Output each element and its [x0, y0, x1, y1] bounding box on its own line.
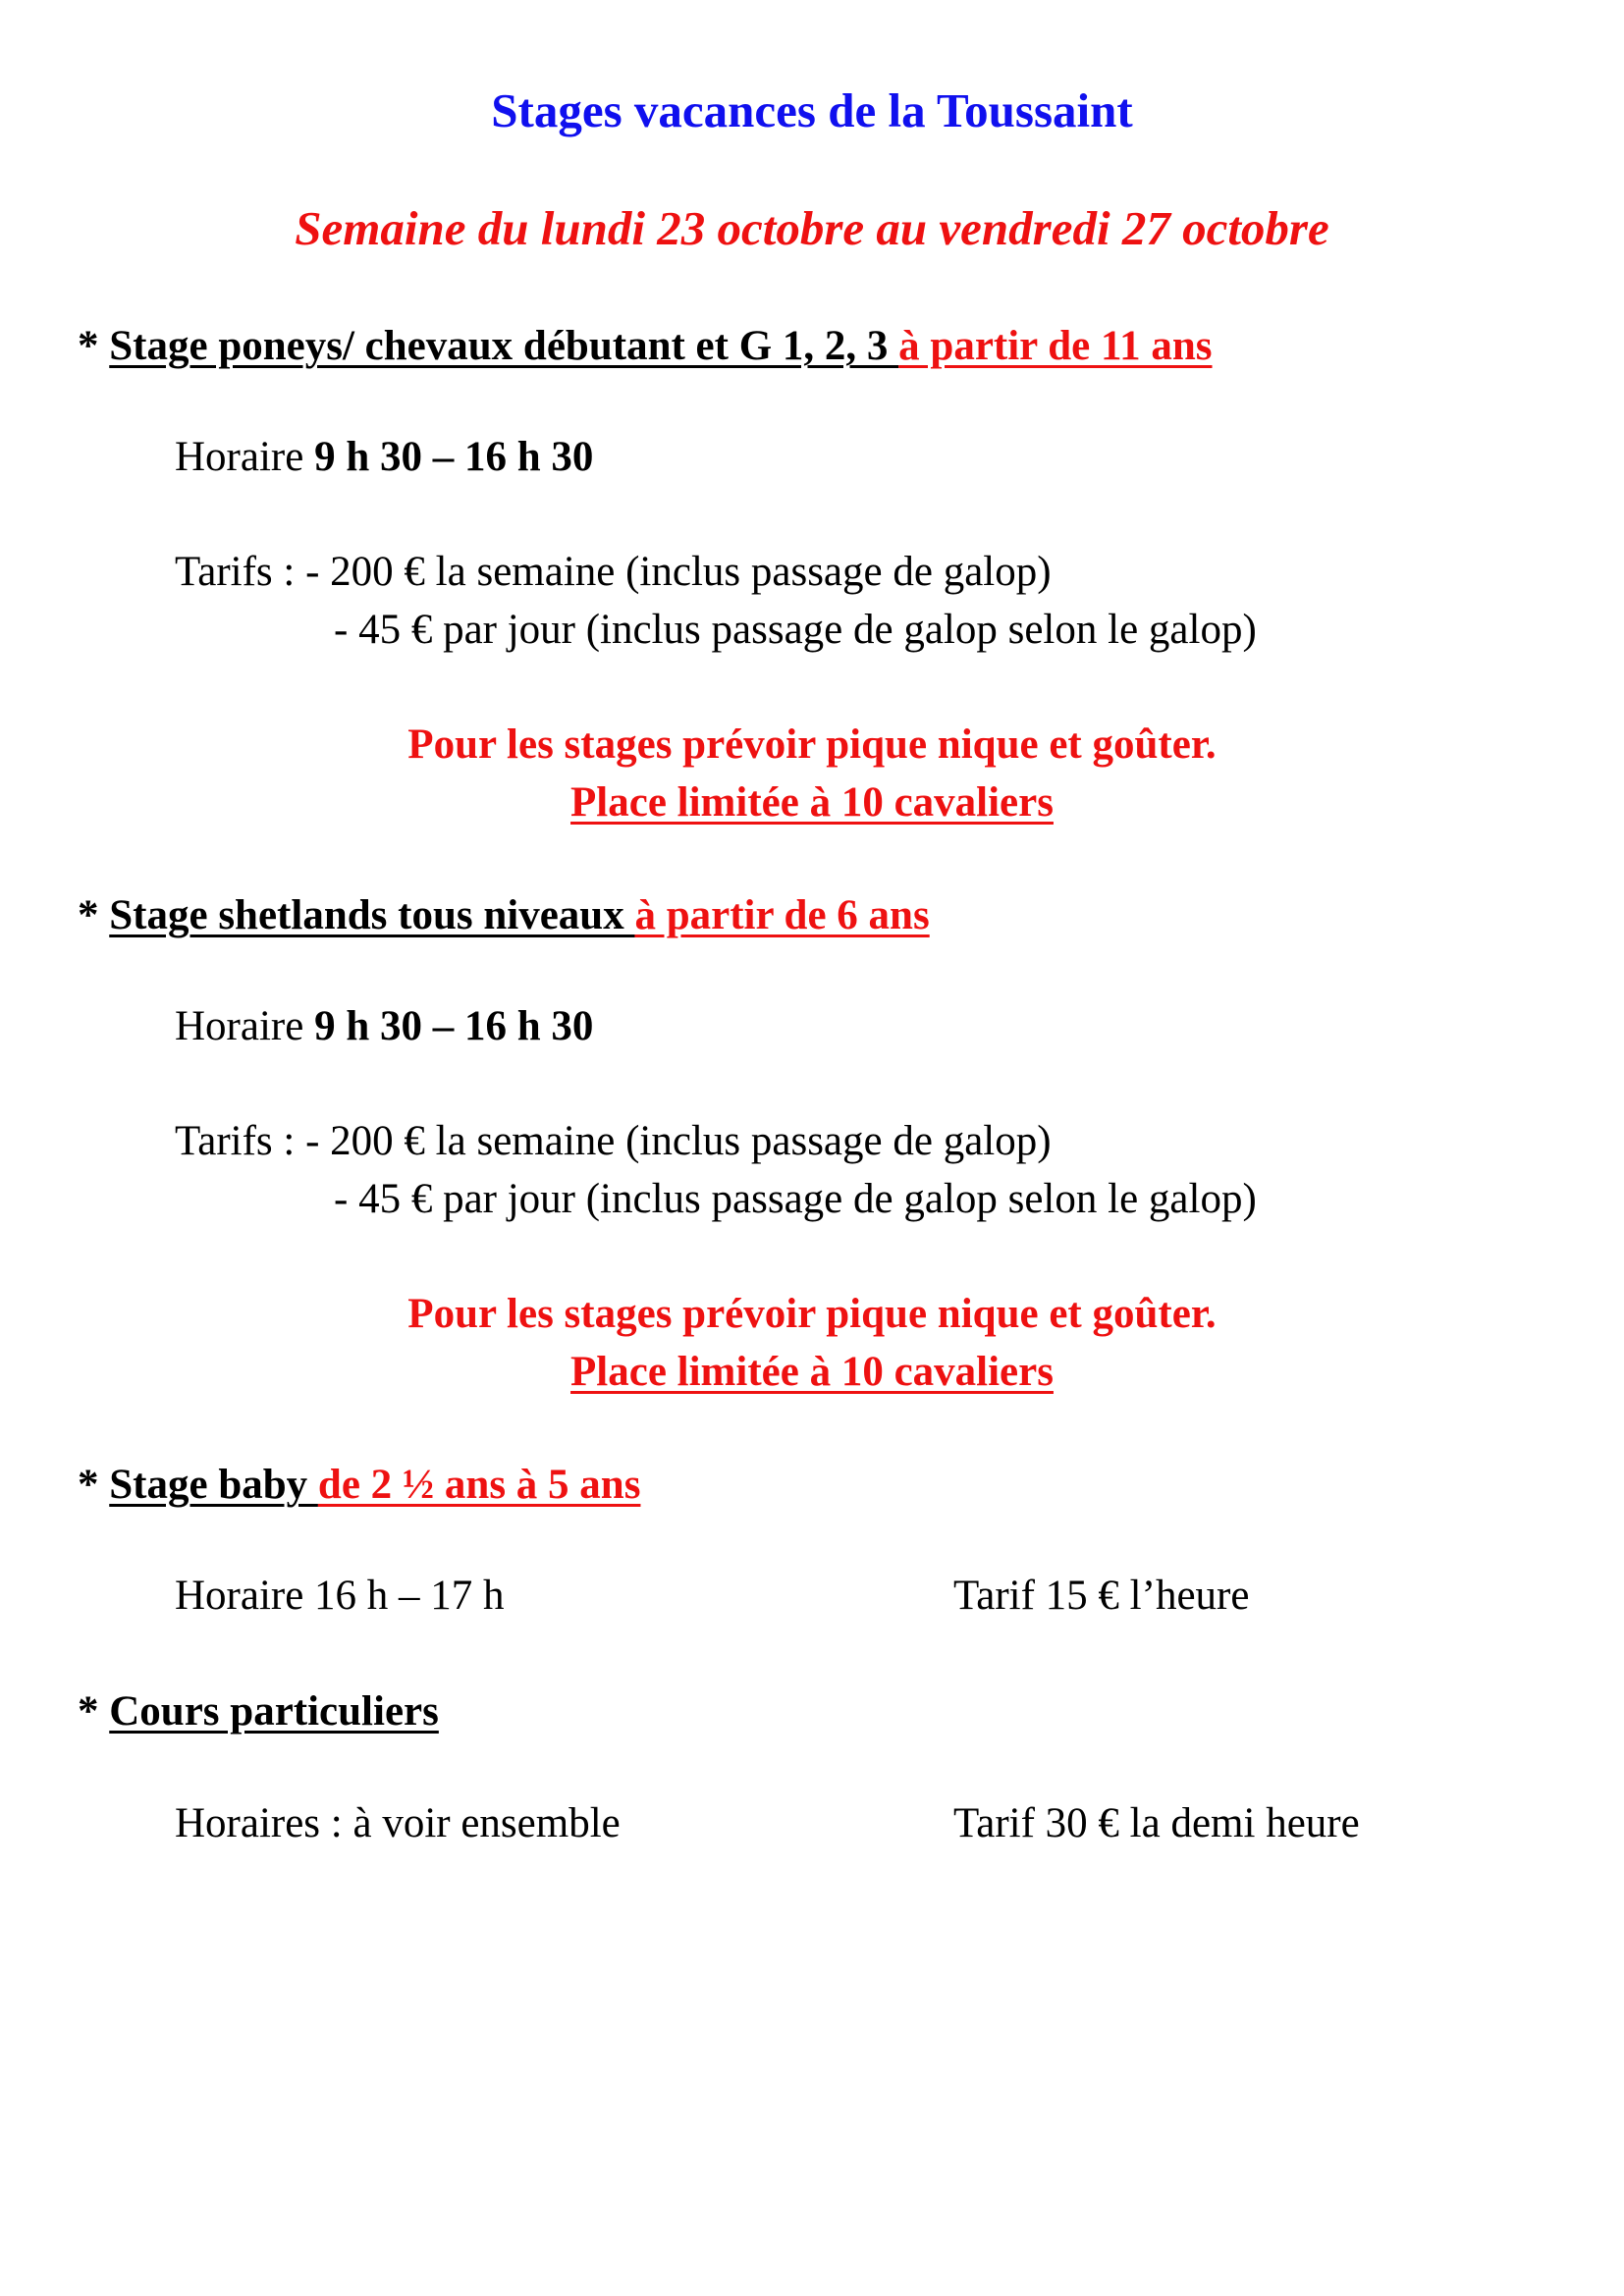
age-range: de 2 ½ ans à 5 ans	[317, 1462, 641, 1508]
bullet: *	[78, 1462, 110, 1508]
horaire-value: 9 h 30 – 16 h 30	[314, 434, 594, 480]
section-heading-poneys	[78, 321, 1213, 372]
horaire-label: Horaire	[175, 434, 315, 480]
tarif-line: Tarif 15 € l’heure	[953, 1573, 1250, 1619]
bullet: *	[78, 323, 110, 369]
section-heading-shetlands	[78, 890, 930, 941]
note-picnic: Pour les stages prévoir pique nique et goûter.	[407, 721, 1217, 768]
horaire-label: Horaire	[175, 1003, 315, 1049]
section-heading-baby	[78, 1460, 640, 1511]
section-title: Stage shetlands tous niveaux	[109, 892, 635, 938]
section-heading-cours	[78, 1686, 439, 1737]
horaire-line: Horaire 16 h – 17 h	[175, 1573, 505, 1619]
horaire-line: Horaires : à voir ensemble	[175, 1800, 621, 1846]
age-range: à partir de 6 ans	[634, 892, 930, 938]
page-title: Stages vacances de la Toussaint	[491, 83, 1133, 137]
section-title: Cours particuliers	[109, 1688, 439, 1735]
horaire-value: 9 h 30 – 16 h 30	[314, 1003, 594, 1049]
tarif-line-week: Tarifs : - 200 € la semaine (inclus passage de galop)	[175, 549, 1052, 595]
section-title: Stage poneys/ chevaux débutant et G 1, 2, 3	[109, 323, 899, 369]
page-subtitle: Semaine du lundi 23 octobre au vendredi 27 octobre	[295, 201, 1329, 255]
note-places	[0, 1347, 1624, 1398]
tarif-line: Tarif 30 € la demi heure	[953, 1800, 1360, 1846]
tarif-line-week: Tarifs : - 200 € la semaine (inclus passage de galop)	[175, 1118, 1052, 1164]
tarif-line-day: - 45 € par jour (inclus passage de galop selon le galop)	[334, 1176, 1257, 1222]
age-range: à partir de 11 ans	[898, 323, 1213, 369]
horaire-line	[175, 432, 593, 483]
note-places	[0, 777, 1624, 828]
horaire-line	[175, 1001, 593, 1052]
bullet: *	[78, 1688, 110, 1735]
note-places-text: Place limitée à 10 cavaliers	[570, 779, 1054, 826]
tarif-line-day: - 45 € par jour (inclus passage de galop selon le galop)	[334, 607, 1257, 653]
section-title: Stage baby	[109, 1462, 318, 1508]
note-places-text: Place limitée à 10 cavaliers	[570, 1349, 1054, 1395]
note-picnic: Pour les stages prévoir pique nique et goûter.	[407, 1291, 1217, 1337]
bullet: *	[78, 892, 110, 938]
